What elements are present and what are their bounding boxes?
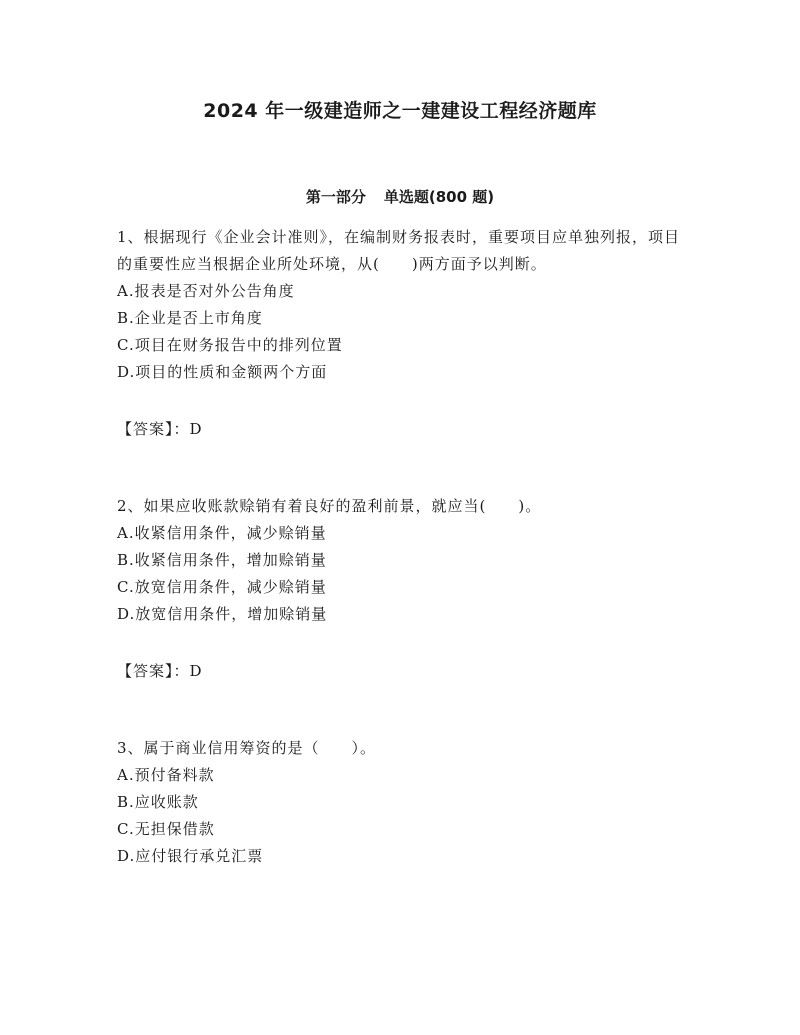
option-c: C.项目在财务报告中的排列位置 [117, 336, 343, 354]
answer: 【答案】：D [117, 662, 203, 680]
question-2 [117, 493, 687, 735]
option-d: D.项目的性质和金额两个方面 [117, 363, 328, 381]
option-b: B.应收账款 [117, 793, 199, 811]
option-b: B.收紧信用条件，增加赊销量 [117, 551, 327, 569]
question-list [117, 224, 687, 870]
section-part: 第一部分 [305, 188, 366, 206]
option-c: C.无担保借款 [117, 820, 215, 838]
document-title: 2024 年一级建造师之一建建设工程经济题库 [203, 100, 597, 122]
option-a: A.预付备料款 [117, 766, 215, 784]
option-b: B.企业是否上市角度 [117, 309, 263, 327]
section-name: 单选题(800 题) [383, 188, 495, 206]
answer: 【答案】：D [117, 420, 203, 438]
option-d: D.应付银行承兑汇票 [117, 847, 264, 865]
option-a: A.报表是否对外公告角度 [117, 282, 295, 300]
option-d: D.放宽信用条件，增加赊销量 [117, 605, 328, 623]
question-stem: 3、属于商业信用筹资的是（ ）。 [117, 739, 377, 757]
option-a: A.收紧信用条件，减少赊销量 [117, 524, 327, 542]
question-1 [117, 224, 687, 493]
question-stem: 2、如果应收账款赊销有着良好的盈利前景，就应当( )。 [117, 497, 542, 515]
section-title [0, 186, 800, 207]
question-stem: 1、根据现行《企业会计准则》，在编制财务报表时，重要项目应单独列报，项目的重要性应当根据企业所处环境，从( )两方面予以判断。 [117, 228, 681, 273]
option-c: C.放宽信用条件，减少赊销量 [117, 578, 327, 596]
question-3 [117, 735, 687, 870]
